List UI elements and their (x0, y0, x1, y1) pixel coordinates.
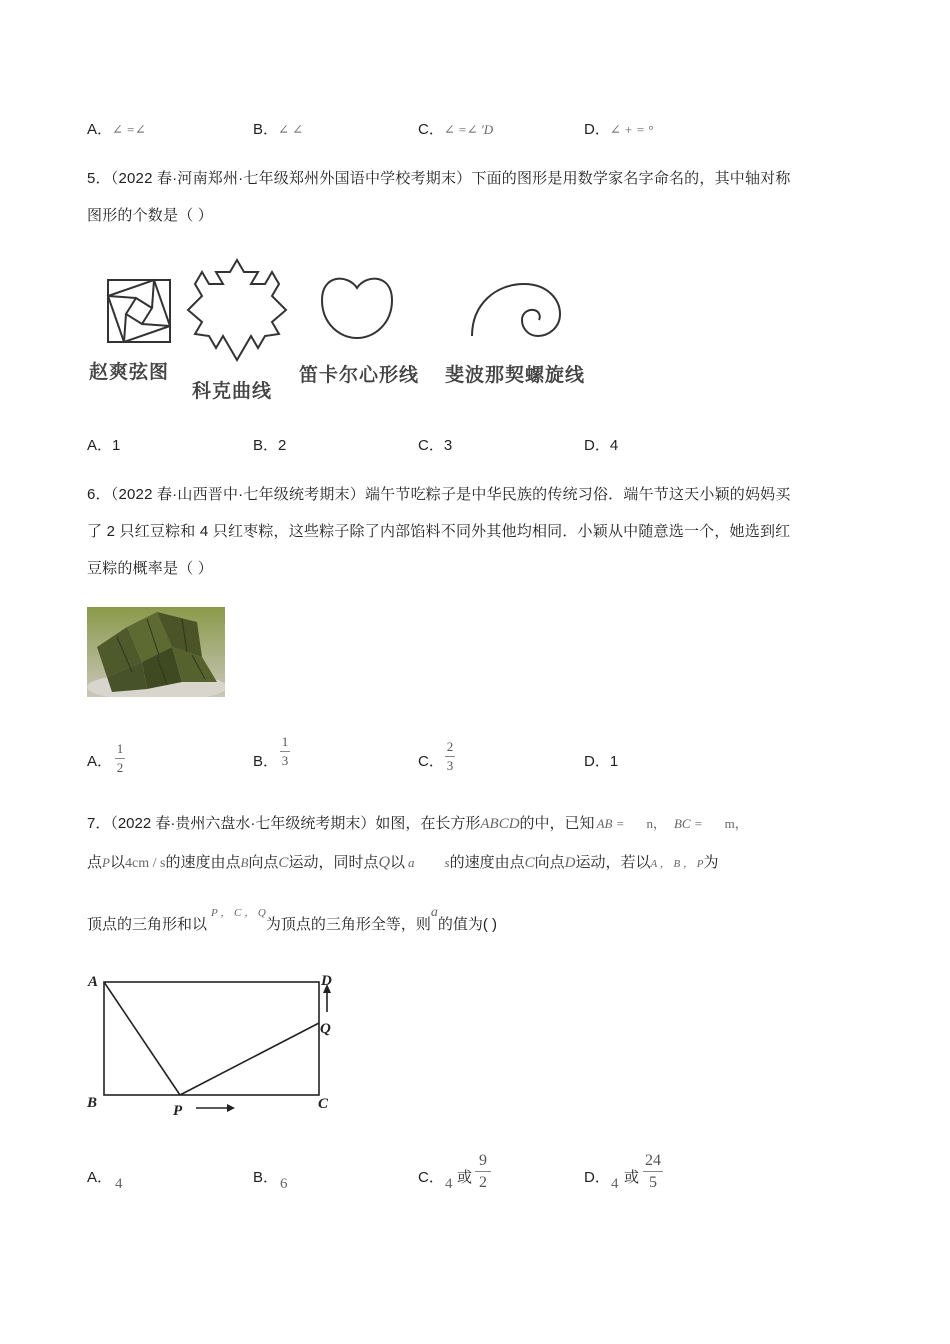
vars-abp: A ， B ， P (650, 858, 704, 870)
option-math: ∠ =∠ (112, 122, 146, 137)
q7-line2 (87, 851, 877, 872)
option-label: B． (253, 753, 279, 770)
q4-option-a[interactable] (87, 118, 146, 139)
fraction-bar (280, 751, 290, 752)
var-ab: AB = (596, 816, 625, 831)
option-label: B． (253, 121, 279, 138)
q7-option-a-value: 4 (115, 1176, 123, 1192)
q6-stem (87, 476, 867, 587)
label-c: C (318, 1096, 329, 1112)
koch-snowflake-figure (186, 258, 288, 362)
var-abcd: ABCD (480, 816, 520, 832)
option-label: C． (418, 1169, 444, 1186)
var-p: P (102, 855, 110, 870)
q7-option-d-or: 或 (624, 1169, 640, 1186)
question-text: 向点 (534, 854, 565, 871)
q5-stem (87, 160, 867, 234)
question-text: 的速度由点 (449, 854, 525, 871)
caption-zhao-shuang: 赵爽弦图 (89, 362, 170, 383)
numerator: 1 (116, 741, 124, 756)
question-text: （2022 春·贵州六盘水·七年级统考期末）如图，在长方形 (110, 815, 481, 832)
option-label: A． (87, 121, 113, 138)
q7-option-c-fraction (475, 1152, 491, 1191)
option-label: D． (584, 437, 610, 454)
question-text: 为 (703, 854, 719, 871)
q5-option-a[interactable] (87, 434, 120, 455)
value-ab: n， (646, 816, 666, 831)
var-c: C (524, 855, 535, 871)
q6-option-b[interactable] (253, 750, 278, 771)
option-value: 1 (112, 437, 121, 454)
q6-line1 (87, 476, 867, 513)
numerator: 9 (479, 1152, 487, 1169)
var-bc: BC = (673, 816, 703, 831)
zongzi-photo (87, 607, 225, 697)
q7-option-c-value: 4 (445, 1176, 453, 1192)
option-label: C． (418, 437, 444, 454)
denominator: 3 (446, 758, 454, 773)
label-p: P (173, 1103, 183, 1118)
denominator: 2 (479, 1174, 487, 1191)
denominator: 2 (116, 760, 124, 775)
question-text: 以 (109, 854, 125, 871)
value-bc: m， (724, 816, 748, 831)
q4-option-b[interactable] (253, 118, 303, 139)
option-label: C． (418, 121, 444, 138)
option-label: B． (253, 437, 279, 454)
q5-line2: 图形的个数是（ ） (87, 207, 213, 224)
denominator: 5 (649, 1174, 657, 1191)
q5-option-b[interactable] (253, 434, 286, 455)
question-text: 运动，同时点 (288, 854, 379, 871)
question-text: 的速度由点 (165, 854, 241, 871)
question-text: （2022 春·山西晋中·七年级统考期末）端午节吃粽子是中华民族的传统习俗．端午节这天小颖的妈妈买 (110, 486, 791, 503)
var-d: D (564, 855, 576, 871)
q6-option-c[interactable] (418, 750, 444, 771)
option-value: 3 (443, 437, 453, 454)
question-text: 向点 (248, 854, 279, 871)
zhao-shuang-figure (106, 278, 172, 344)
option-label: A． (87, 437, 113, 454)
option-value: 4 (609, 437, 619, 454)
question-number: 5． (87, 170, 111, 187)
numerator: 2 (446, 739, 454, 754)
option-label: D． (584, 753, 610, 770)
option-label: B． (253, 1169, 279, 1186)
q6-line2: 了 2 只红豆粽和 4 只红枣粽，这些粽子除了内部馅料不同外其他均相同．小颖从中随意选一个，她选到红 (87, 523, 791, 540)
option-label: A． (87, 1169, 113, 1186)
option-value: 2 (278, 437, 287, 454)
label-a: A (88, 974, 99, 990)
question-text: 为顶点的三角形全等，则 (265, 916, 431, 933)
option-value: 1 (609, 753, 619, 770)
q5-option-d[interactable] (584, 434, 618, 455)
cardioid-figure (318, 272, 396, 342)
vars-pcq: P ， C ， Q (211, 907, 266, 919)
question-text: 的值为( ) (437, 916, 498, 933)
option-math: ∠ =∠ ′D (443, 122, 494, 137)
option-label: D． (584, 121, 610, 138)
caption-cardioid: 笛卡尔心形线 (299, 365, 420, 386)
option-math: ∠ + = ° (609, 122, 654, 137)
var-a: a (430, 905, 438, 920)
label-q: Q (320, 1021, 331, 1037)
numerator: 1 (281, 734, 289, 749)
option-label: C． (418, 753, 444, 770)
q7-option-b-value: 6 (280, 1176, 288, 1192)
q7-option-a[interactable] (87, 1166, 112, 1187)
question-text: 顶点的三角形和以 (87, 916, 208, 933)
var-a: a (408, 855, 415, 870)
q7-line3 (87, 900, 877, 933)
var-b: B (240, 855, 249, 870)
option-label: A． (87, 753, 113, 770)
q6-option-a[interactable] (87, 750, 112, 771)
q7-option-d-fraction (643, 1152, 663, 1191)
question-text: 点 (87, 854, 103, 871)
q5-option-c[interactable] (418, 434, 452, 455)
question-text: 运动，若以 (575, 854, 651, 871)
q7-option-c-or: 或 (457, 1169, 473, 1186)
caption-koch: 科克曲线 (192, 381, 273, 402)
speed-p: 4cm / s (124, 856, 166, 871)
fraction-bar (475, 1171, 491, 1172)
var-q: Q (378, 854, 391, 871)
q6-line3: 豆粽的概率是（ ） (87, 560, 213, 577)
q7-option-b[interactable] (253, 1166, 278, 1187)
question-text: 的中，已知 (519, 815, 595, 832)
caption-fibonacci: 斐波那契螺旋线 (445, 365, 586, 386)
denominator: 3 (281, 753, 289, 768)
q7-rectangle-figure (84, 968, 344, 1118)
label-d: D (321, 973, 332, 989)
label-b: B (87, 1095, 98, 1111)
q7-line1 (87, 812, 877, 833)
option-label: D． (584, 1169, 610, 1186)
q6-option-b-fraction (280, 735, 290, 768)
q7-option-d-value: 4 (611, 1176, 619, 1192)
unit-s: s (444, 855, 450, 870)
question-text: 以 (390, 854, 406, 871)
question-number: 6． (87, 486, 111, 503)
q4-option-d[interactable] (584, 118, 653, 139)
fraction-bar (445, 756, 455, 757)
q5-line1 (87, 160, 867, 197)
var-c: C (278, 855, 289, 871)
q4-option-c[interactable] (418, 118, 493, 139)
q6-option-c-fraction (445, 740, 455, 773)
q6-option-a-fraction (115, 742, 125, 775)
fraction-bar (115, 758, 125, 759)
fibonacci-spiral-figure (468, 280, 564, 338)
question-text: （2022 春·河南郑州·七年级郑州外国语中学校考期末）下面的图形是用数学家名字命名的，其中轴对称 (110, 170, 791, 187)
q6-option-d[interactable] (584, 750, 618, 771)
numerator: 24 (645, 1152, 661, 1169)
question-number: 7． (87, 815, 111, 832)
option-math: ∠ ∠ (278, 122, 304, 137)
q7-option-c[interactable] (418, 1166, 444, 1187)
fraction-bar (643, 1171, 663, 1172)
q7-option-d[interactable] (584, 1166, 610, 1187)
